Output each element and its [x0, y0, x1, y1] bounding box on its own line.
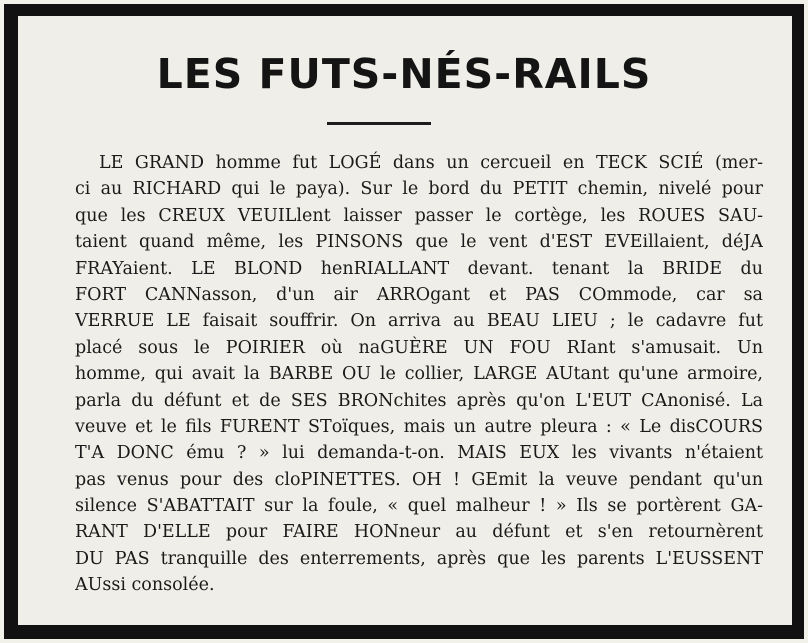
text-line: pas venus pour des cloPINETTES. OH ! GEmit la veuve pendant qu'un [75, 469, 763, 490]
title-divider [327, 122, 431, 125]
text-line: taient quand même, les PINSONS que le vent d'EST EVEillaient, déJA [75, 232, 763, 253]
text-line: que les CREUX VEUILlent laisser passer le cortège, les ROUES SAU- [75, 205, 763, 226]
article-title: LES FUTS-NÉS-RAILS [156, 50, 652, 98]
text-line: VERRUE LE faisait souffrir. On arriva au BEAU LIEU ; le cadavre fut [75, 311, 763, 332]
text-line: homme, qui avait la BARBE OU le collier, LARGE AUtant qu'une armoire, [75, 364, 763, 385]
article-body [75, 150, 763, 599]
text-line: LE GRAND homme fut LOGÉ dans un cercueil en TECK SCIÉ (mer- [99, 153, 763, 173]
text-line: AUssi consolée. [75, 575, 215, 596]
text-line: placé sous le POIRIER où naGUÈRE UN FOU RIant s'amusait. Un [75, 337, 763, 358]
text-line: parla du défunt et de SES BRONchites après qu'on L'EUT CAnonisé. La [75, 390, 763, 411]
text-line: FRAYaient. LE BLOND henRIALLANT devant. tenant la BRIDE du [75, 258, 763, 279]
text-line: veuve et le fils FURENT STоïques, mais un autre pleura : « Le disCOURS [75, 416, 763, 437]
text-line: T'A DONC ému ? » lui demanda-t-on. MAIS EUX les vivants n'étaient [75, 443, 763, 464]
text-line: silence S'ABATTAIT sur la foule, « quel malheur ! » Ils se portèrent GA- [75, 496, 763, 517]
text-line: FORT CANNasson, d'un air ARROgant et PAS COmmode, car sa [75, 284, 763, 305]
text-line: RANT D'ELLE pour FAIRE HONneur au défunt et s'en retournèrent [75, 522, 763, 543]
text-line: ci au RICHARD qui le paya). Sur le bord du PETIT chemin, nivelé pour [75, 179, 763, 200]
text-line: DU PAS tranquille des enterrements, après que les parents L'EUSSENT [75, 548, 763, 569]
